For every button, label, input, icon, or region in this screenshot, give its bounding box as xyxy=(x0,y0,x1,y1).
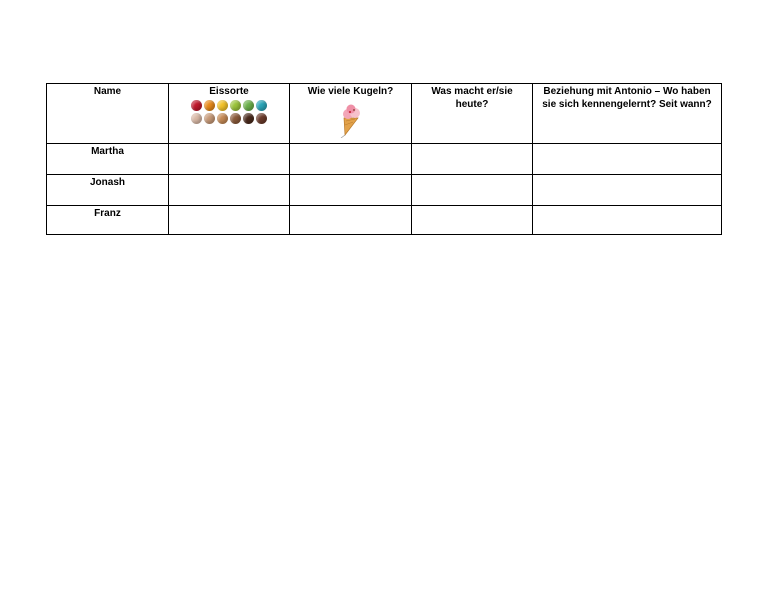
header-relationship xyxy=(533,84,722,144)
relationship-cell xyxy=(533,175,722,206)
scoop-icon xyxy=(230,113,241,124)
row-name: Martha xyxy=(91,146,124,157)
scoop-icon xyxy=(191,100,202,111)
scoop-icon xyxy=(243,100,254,111)
ice-cream-cone-image xyxy=(293,104,408,138)
scoops-top-row xyxy=(172,100,286,111)
flavor-cell xyxy=(169,206,290,235)
ice-cream-scoops-image xyxy=(172,100,286,124)
worksheet-table xyxy=(46,83,722,235)
scoops-cell xyxy=(290,144,412,175)
activity-cell xyxy=(412,206,533,235)
header-scoops-label: Wie viele Kugeln? xyxy=(307,86,394,97)
header-activity xyxy=(412,84,533,144)
row-name: Jonash xyxy=(89,177,125,188)
scoop-icon xyxy=(243,113,254,124)
header-scoops xyxy=(290,84,412,144)
header-relationship-label: Beziehung mit Antonio – Wo haben sie sich kennengelernt? Seit wann? xyxy=(542,86,712,110)
scoop-icon xyxy=(230,100,241,111)
flavor-cell xyxy=(169,175,290,206)
scoop-icon xyxy=(204,100,215,111)
header-name xyxy=(47,84,169,144)
header-activity-label: Was macht er/sie heute? xyxy=(431,86,513,110)
flavor-cell xyxy=(169,144,290,175)
header-row xyxy=(47,84,722,144)
scoop-icon xyxy=(204,113,215,124)
scoops-cell xyxy=(290,206,412,235)
scoop-icon xyxy=(256,100,267,111)
scoops-bottom-row xyxy=(172,113,286,124)
relationship-cell xyxy=(533,144,722,175)
header-flavor-label: Eissorte xyxy=(209,86,249,97)
row-name: Franz xyxy=(94,208,121,219)
name-cell xyxy=(47,206,169,235)
table-row xyxy=(47,175,722,206)
header-flavor xyxy=(169,84,290,144)
header-name-label: Name xyxy=(93,86,122,97)
scoops-cell xyxy=(290,175,412,206)
activity-cell xyxy=(412,175,533,206)
name-cell xyxy=(47,175,169,206)
table-row xyxy=(47,206,722,235)
relationship-cell xyxy=(533,206,722,235)
scoop-icon xyxy=(217,100,228,111)
name-cell xyxy=(47,144,169,175)
ice-cream-cone-icon xyxy=(336,104,366,138)
scoop-icon xyxy=(191,113,202,124)
scoop-icon xyxy=(217,113,228,124)
table-row xyxy=(47,144,722,175)
scoop-icon xyxy=(256,113,267,124)
activity-cell xyxy=(412,144,533,175)
